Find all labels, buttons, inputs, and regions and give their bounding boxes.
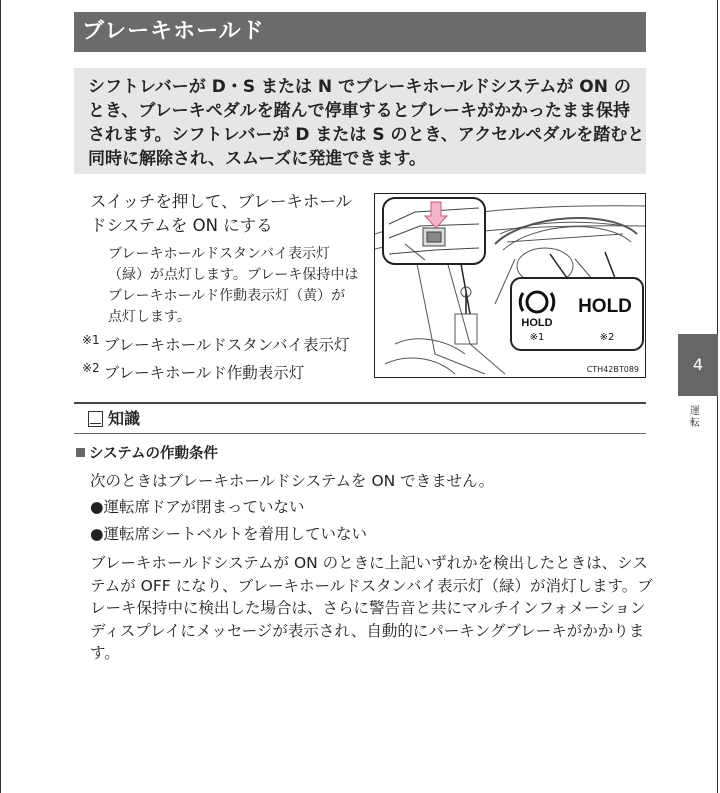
figure-mark-1: ※1	[529, 332, 545, 343]
knowledge-label: 知識	[108, 409, 141, 428]
note-line: ブレーキホールド作動表示灯（黄）が	[108, 288, 346, 304]
footnote-text: ブレーキホールドスタンバイ表示灯	[103, 336, 350, 354]
section-title: ブレーキホールド	[74, 12, 646, 52]
instruction-line: ドシステムを ON にする	[90, 216, 273, 235]
summary-line: とき、ブレーキペダルを踏んで停車するとブレーキがかかったまま保持	[88, 101, 630, 121]
condition-bullet: ●運転席シートベルトを着用していない	[90, 525, 368, 543]
chapter-tab: 4	[678, 334, 718, 396]
summary-box	[74, 68, 646, 174]
instruction-note	[108, 244, 370, 328]
figure-mark-2: ※2	[599, 332, 615, 343]
footnote-mark: ※2	[82, 361, 100, 375]
paragraph-line: テムが OFF になり、ブレーキホールドスタンバイ表示灯（緑）が消灯します。ブ	[90, 576, 653, 595]
conditions-heading-text: システムの作動条件	[89, 446, 219, 462]
figure-code: CTH42BT089	[586, 365, 639, 374]
footnote-text: ブレーキホールド作動表示灯	[103, 364, 305, 382]
conditions-intro: 次のときはブレーキホールドシステムを ON できません。	[90, 472, 495, 490]
summary-line: されます。シフトレバーが D または S のとき、アクセルペダルを踏むと	[88, 125, 645, 145]
dashboard-drawing	[375, 194, 645, 377]
note-line: 点灯します。	[108, 309, 191, 325]
book-icon	[88, 411, 103, 427]
instruction-line: スイッチを押して、ブレーキホール	[90, 192, 353, 211]
summary-line: 同時に解除され、スムーズに発進できます。	[88, 149, 426, 169]
note-line: （緑）が点灯します。ブレーキ保持中は	[108, 267, 359, 283]
footnote-1	[82, 330, 350, 355]
footnote-mark: ※1	[82, 333, 100, 347]
paragraph-line: す。	[90, 644, 120, 662]
footnote-2	[82, 358, 304, 383]
paragraph-line: レーキ保持中に検出した場合は、さらに警告音と共にマルチインフォメーション	[90, 599, 646, 617]
hold-icon-text: HOLD	[521, 317, 553, 329]
paragraph-line: ディスプレイにメッセージが表示され、自動的にパーキングブレーキがかかりま	[90, 621, 645, 640]
dashboard-illustration	[374, 193, 646, 378]
conditions-heading	[76, 444, 218, 464]
chapter-label: 運転	[690, 406, 700, 429]
note-line: ブレーキホールドスタンバイ表示灯	[108, 246, 331, 262]
summary-line: シフトレバーが D・S または N でブレーキホールドシステムが ON の	[88, 77, 631, 97]
square-bullet-icon	[76, 448, 85, 457]
conditions-paragraph	[90, 552, 653, 665]
hold-indicator-text: HOLD	[578, 296, 632, 317]
condition-bullet: ●運転席ドアが閉まっていない	[90, 498, 305, 516]
instruction	[90, 190, 370, 238]
knowledge-header	[74, 402, 646, 434]
paragraph-line: ブレーキホールドシステムが ON のときに上記いずれかを検出したときは、シス	[90, 554, 648, 572]
